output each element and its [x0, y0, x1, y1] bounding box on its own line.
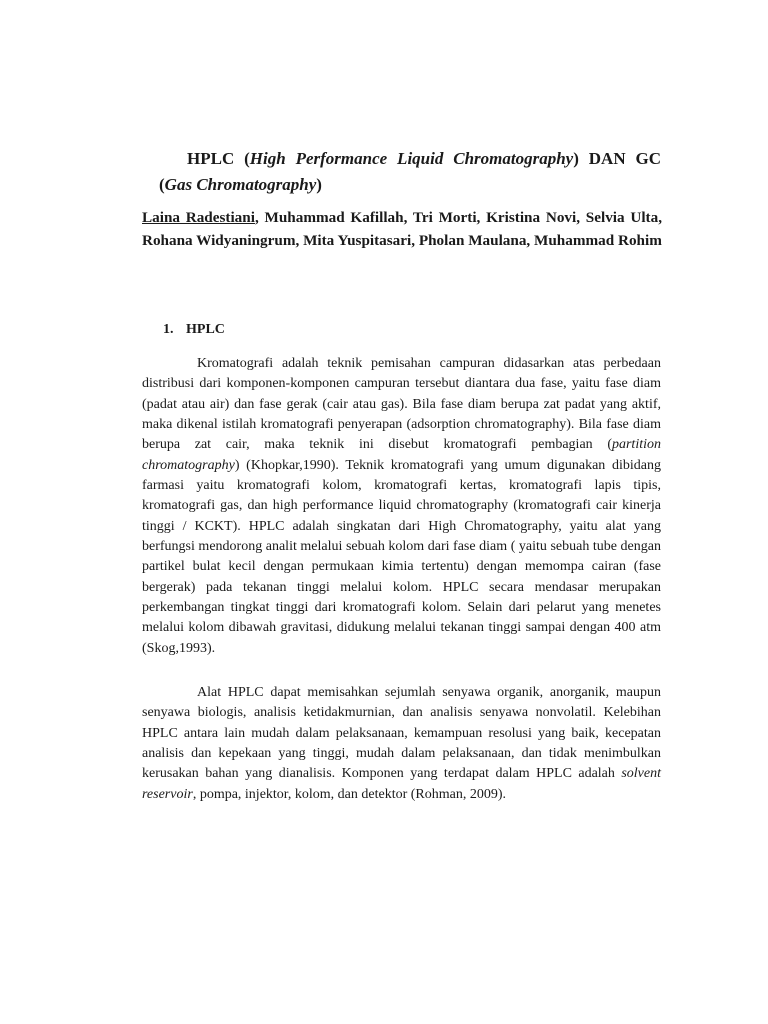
author-list [142, 207, 662, 252]
section-title: HPLC [186, 322, 225, 337]
title-text-1: HPLC ( [187, 149, 250, 168]
title-text-2: ) DAN GC ( [159, 149, 661, 194]
section-number: 1. [163, 322, 174, 337]
co-authors: , Muhammad Kafillah, Tri Morti, Kristina Novi, Selvia Ulta, Rohana Widyaningrum, Mita Yuspitasari, Pholan Maulana, Muhammad Rohim [142, 209, 662, 249]
paragraph-2-text-b: , pompa, injektor, kolom, dan detektor (Rohman, 2009). [192, 786, 507, 802]
paragraph-1-text-b: ) (Khopkar,1990). Teknik kromatografi yang umum digunakan dibidang farmasi yaitu kromatografi kolom, kromatografi kertas, kromatografi lapis tipis, kromatografi gas, dan high performance liquid chromatography (kromatografi cair kinerja tinggi / KCKT). HPLC adalah singkatan dari High Chromatography, yaitu alat yang berfungsi mendorong analit melalui sebuah kolom dari fase diam ( yaitu sebuah tube dengan partikel bulat kecil dengan permukaan kimia tertentu) dengan memompa cairan (fase bergerak) pada tekanan tinggi melalui kolom. HPLC secara mendasar merupakan perkembangan tingkat tinggi dari kromatografi kolom. Selain dari pelarut yang menetes melalui kolom dibawah gravitasi, didukung melalui tekanan tinggi sampai dengan 400 atm (Skog,1993). [142, 457, 661, 656]
title-italic-hplc: High Performance Liquid Chromatography [249, 149, 574, 168]
paragraph-2 [142, 683, 661, 805]
document-title [159, 146, 661, 198]
title-italic-gc: Gas Chromatography [164, 175, 317, 194]
lead-author: Laina Radestiani [142, 209, 255, 226]
paragraph-1-italic: partition chromatography [142, 437, 661, 473]
paragraph-2-text-a: Alat HPLC dapat memisahkan sejumlah senyawa organik, anorganik, maupun senyawa biologis, analisis ketidakmurnian, dan analisis senyawa nonvolatil. Kelebihan HPLC antara lain mudah dalam pelaksanaan, kemampuan resolusi yang baik, kecepatan analisis dan kepekaan yang tinggi, mudah dalam pelaksanaan, dan tidak menimbulkan kerusakan bahan yang dianalisis. Komponen yang terdapat dalam HPLC adalah [142, 685, 661, 782]
paragraph-2-italic: solvent reservoir [142, 766, 661, 802]
paragraph-1-text-a: Kromatografi adalah teknik pemisahan campuran didasarkan atas perbedaan distribusi dari komponen-komponen campuran tersebut diantara dua fase, yaitu fase diam (padat atau air) dan fase gerak (cair atau gas). Bila fase diam berupa zat padat yang aktif, maka dikenal istilah kromatografi penyerapan (adsorption chromatography). Bila fase diam berupa zat cair, maka teknik ini disebut kromatografi pembagian ( [142, 356, 661, 453]
paragraph-1 [142, 354, 661, 659]
section-heading-hplc [163, 320, 225, 340]
title-text-3: ) [316, 175, 322, 194]
